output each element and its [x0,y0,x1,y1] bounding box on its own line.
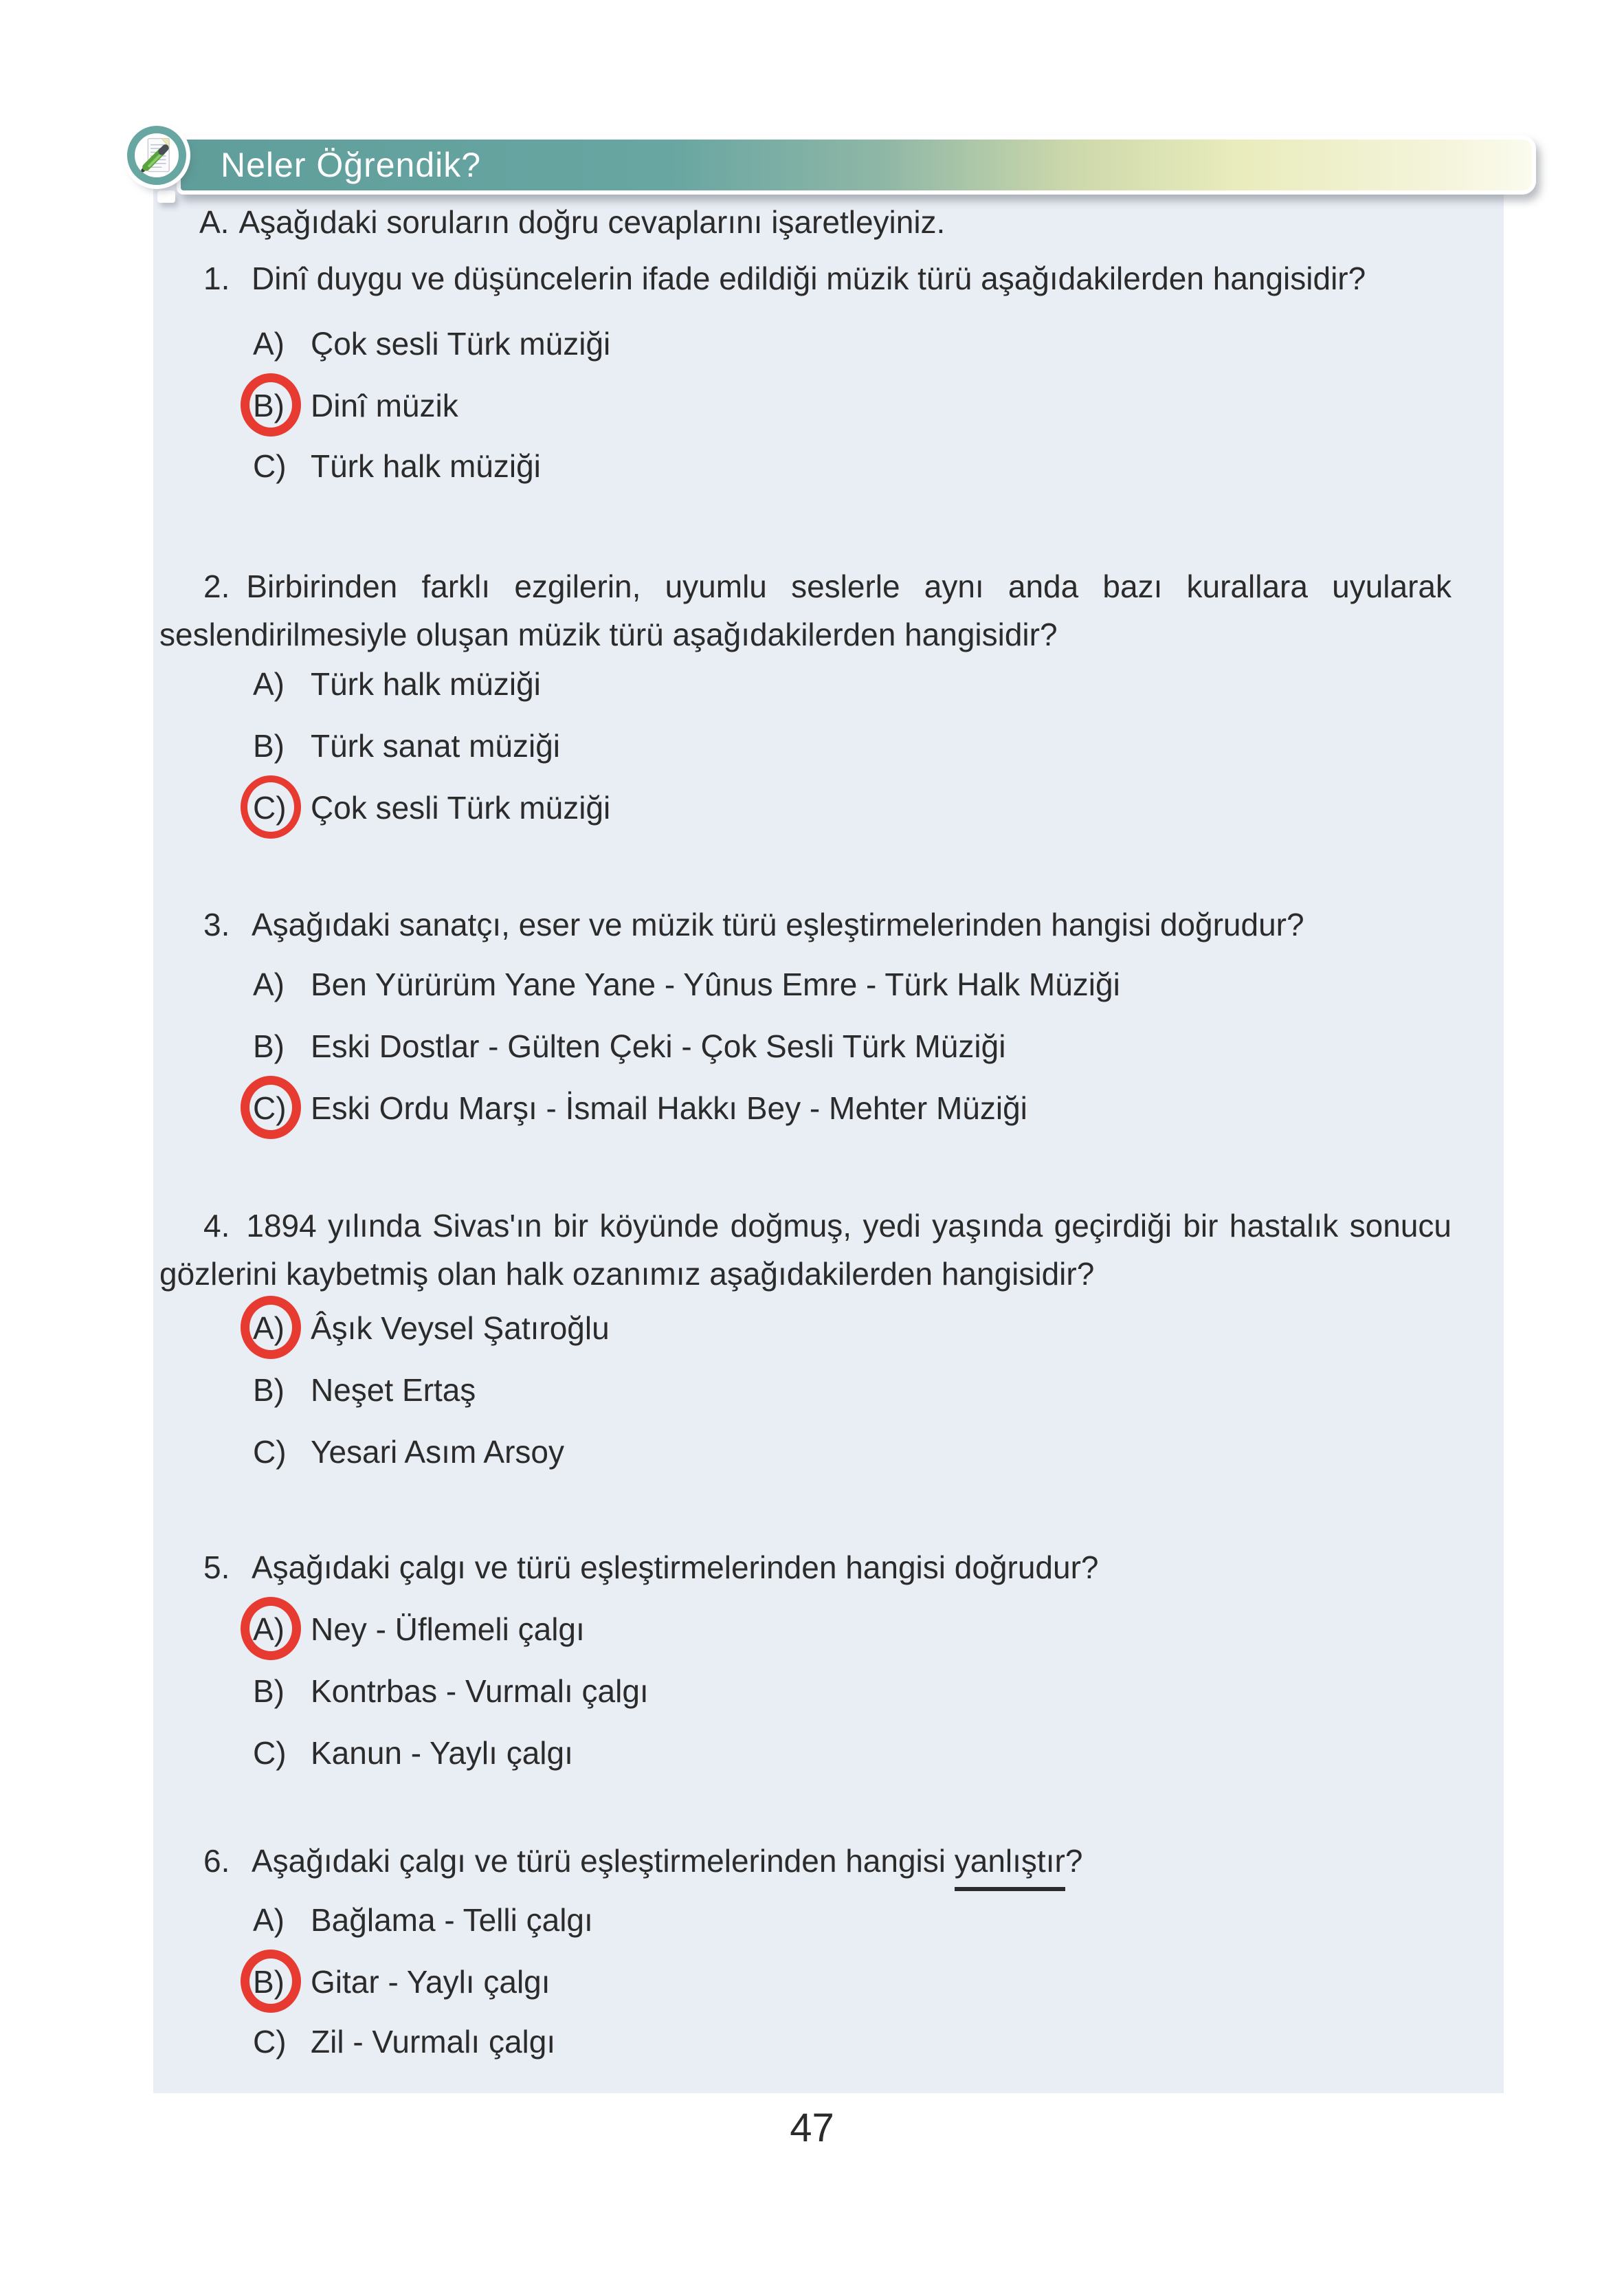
question-6-option-b [253,1963,550,2005]
question-number: 4. [203,1208,230,1244]
question-number: 5. [203,1549,230,1585]
option-letter: A) [253,1902,285,1938]
question-5-option-c [253,1734,573,1776]
question-6-option-c [253,2023,555,2064]
question-text: Aşağıdaki sanatçı, eser ve müzik türü eşleştirmelerinden hangisi doğrudur? [252,907,1304,942]
banner-bar [177,135,1536,195]
question-3 [203,906,1304,943]
header-banner [127,126,1509,208]
question-4 [159,1202,1451,1298]
option-letter: A) [253,326,285,362]
option-letter: A) [253,666,285,702]
option-letter: C) [253,789,311,826]
option-letter: A) [253,967,285,1002]
section-label: A. [199,204,230,240]
page-title: Neler Öğrendik? [221,146,482,184]
question-4-option-c [253,1433,564,1475]
option-letter: C) [253,1735,287,1771]
question-2-option-b [253,727,560,769]
question-4-option-a [253,1310,610,1351]
option-text: Dinî müzik [311,388,458,423]
option-letter: A) [253,1310,311,1347]
option-text: Gitar - Yaylı çalgı [311,1964,550,2000]
option-letter: A) [253,1611,311,1648]
option-text: Âşık Veysel Şatıroğlu [311,1310,610,1346]
question-3-option-a [253,966,1120,1007]
option-letter: B) [253,1963,311,2000]
banner-icon-badge [127,126,186,185]
question-4-option-b [253,1371,476,1413]
option-text: Çok sesli Türk müziği [311,326,611,362]
option-letter: C) [253,1434,287,1470]
option-text: Zil - Vurmalı çalgı [311,2024,556,2060]
question-text: Aşağıdaki çalgı ve türü eşleştirmelerinden hangisi doğrudur? [252,1549,1099,1585]
section-instruction: Aşağıdaki soruların doğru cevaplarını işaretleyiniz. [238,204,946,240]
option-text: Eski Dostlar - Gülten Çeki - Çok Sesli Türk Müziği [311,1028,1006,1064]
option-letter: C) [253,448,287,484]
option-text: Kanun - Yaylı çalgı [311,1735,573,1771]
option-letter: B) [253,1028,285,1064]
question-6 [203,1842,1082,1879]
question-2-option-c [253,789,610,830]
option-letter: C) [253,1090,311,1127]
question-3-option-c [253,1090,1027,1131]
option-text: Eski Ordu Marşı - İsmail Hakkı Bey - Mehter Müziği [311,1090,1027,1126]
option-letter: B) [253,1372,285,1408]
question-5-option-b [253,1673,649,1714]
question-text: Dinî duygu ve düşüncelerin ifade edildiği müzik türü aşağıdakilerden hangisidir? [252,261,1366,296]
option-text: Yesari Asım Arsoy [311,1434,565,1470]
option-text: Neşet Ertaş [311,1372,476,1408]
option-text: Bağlama - Telli çalgı [311,1902,593,1938]
question-1-option-c [253,448,541,489]
option-text: Ney - Üflemeli çalgı [311,1611,585,1647]
question-6-option-a [253,1901,593,1943]
question-text-suffix: ? [1065,1843,1083,1879]
option-text: Ben Yürürüm Yane Yane - Yûnus Emre - Türk Halk Müziği [311,967,1120,1002]
option-text: Türk halk müziği [311,666,541,702]
question-1-option-a [253,325,610,366]
page-number: 47 [790,2106,834,2150]
underlined-word: yanlıştır [955,1843,1065,1891]
banner-tab [157,190,175,203]
question-number: 2. [203,568,230,604]
question-5-option-a [253,1611,585,1652]
question-number: 1. [203,261,230,296]
question-1 [203,260,1366,297]
option-letter: B) [253,387,311,424]
question-number: 3. [203,907,230,942]
option-letter: B) [253,728,285,764]
question-number: 6. [203,1843,230,1879]
question-text: Aşağıdaki çalgı ve türü eşleştirmelerinden hangisi [252,1843,955,1879]
question-2 [159,562,1451,659]
question-1-option-b [253,387,458,428]
question-3-option-b [253,1028,1005,1069]
question-5 [203,1549,1098,1586]
option-text: Türk halk müziği [311,448,541,484]
notebook-pencil-icon [137,135,177,175]
section-header [199,203,945,241]
option-letter: C) [253,2024,287,2060]
question-text: Birbirinden farklı ezgilerin, uyumlu seslerle aynı anda bazı kurallara uyularak seslendirilmesiyle oluşan müzik türü aşağıdakilerden hangisidir? [159,568,1451,652]
question-2-option-a [253,665,541,707]
option-text: Kontrbas - Vurmalı çalgı [311,1673,649,1709]
option-text: Türk sanat müziği [311,728,561,764]
option-letter: B) [253,1673,285,1709]
option-text: Çok sesli Türk müziği [311,790,611,826]
question-text: 1894 yılında Sivas'ın bir köyünde doğmuş, yedi yaşında geçirdiği bir hastalık sonucu gözlerini kaybetmiş olan halk ozanımız aşağıdakilerden hangisidir? [159,1208,1451,1292]
